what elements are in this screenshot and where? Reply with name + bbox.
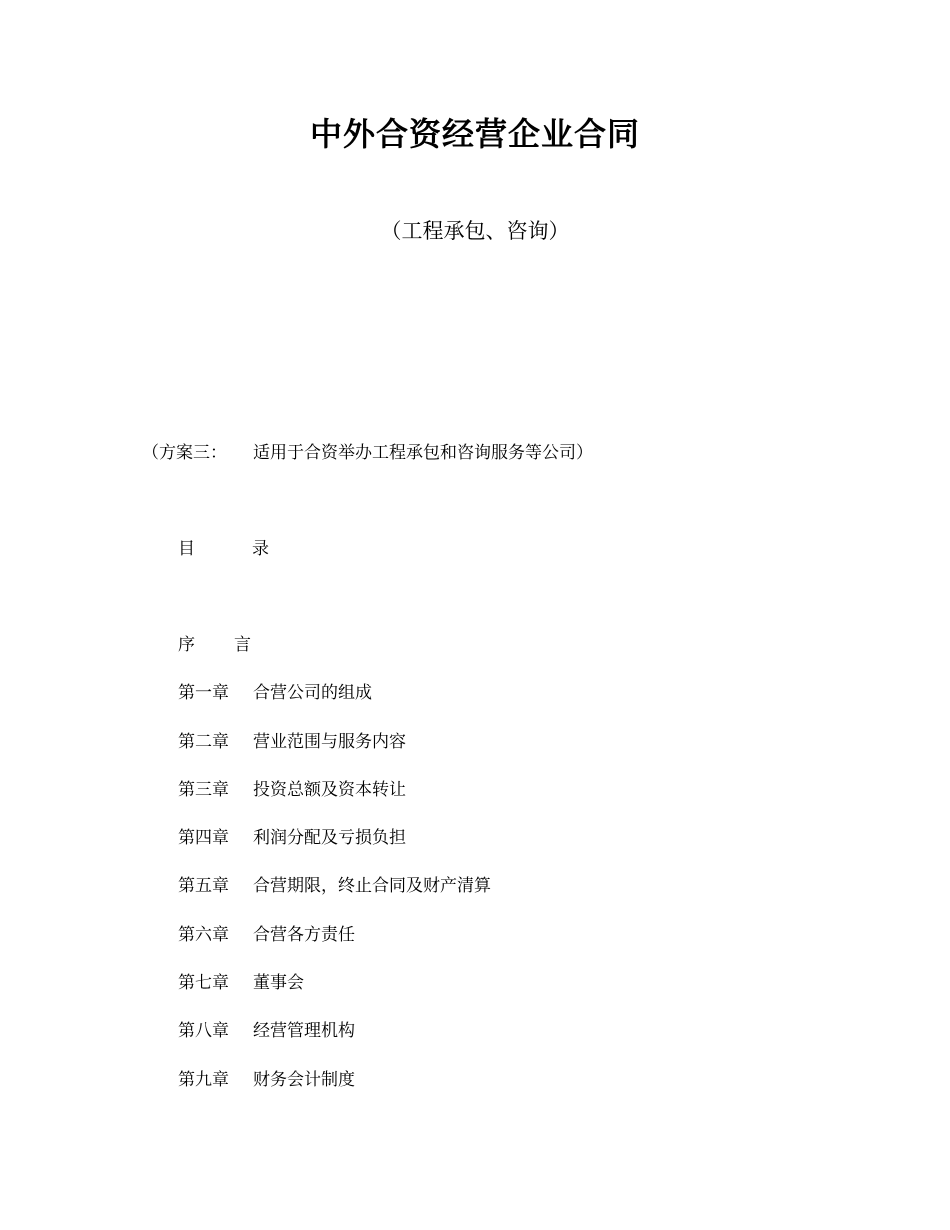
chapter-number: 第二章 [178, 731, 229, 752]
chapter-name: 合营各方责任 [253, 924, 355, 945]
chapter-number: 第五章 [178, 876, 229, 897]
chapter-number: 第六章 [178, 924, 229, 945]
toc-item [178, 1018, 778, 1066]
scope-text: 适用于合资举办工程承包和咨询服务等公司） [253, 443, 593, 463]
chapter-number: 第九章 [178, 1069, 229, 1090]
chapter-number: 第七章 [178, 973, 229, 994]
toc-item [178, 825, 778, 873]
toc-list [178, 632, 778, 1115]
scope-note [142, 440, 593, 466]
chapter-name: 合营公司的组成 [253, 683, 372, 704]
toc-item [178, 777, 778, 825]
preface-char-2: 言 [234, 635, 251, 655]
chapter-number: 第三章 [178, 779, 229, 800]
toc-preface [178, 632, 778, 680]
chapter-name: 营业范围与服务内容 [253, 731, 406, 752]
toc-item [178, 1067, 778, 1115]
chapter-number: 第八章 [178, 1021, 229, 1042]
document-title: 中外合资经营企业合同 [309, 115, 640, 153]
scope-prefix: （方案三： [142, 443, 227, 463]
toc-item [178, 873, 778, 921]
chapter-name: 合营期限，终止合同及财产清算 [253, 876, 491, 897]
chapter-name: 经营管理机构 [253, 1021, 355, 1042]
chapter-name: 利润分配及亏损负担 [253, 828, 406, 849]
toc-item [178, 680, 778, 728]
toc-heading-char-1: 目 [178, 539, 195, 559]
preface-char-1: 序 [178, 635, 195, 655]
chapter-name: 投资总额及资本转让 [253, 779, 406, 800]
toc-item [178, 729, 778, 777]
toc-item [178, 970, 778, 1018]
document-subtitle: （工程承包、咨询） [380, 219, 570, 243]
chapter-number: 第一章 [178, 683, 229, 704]
chapter-name: 董事会 [253, 973, 304, 994]
chapter-name: 财务会计制度 [253, 1069, 355, 1090]
toc-item [178, 922, 778, 970]
chapter-number: 第四章 [178, 828, 229, 849]
toc-heading-char-2: 录 [252, 539, 269, 559]
